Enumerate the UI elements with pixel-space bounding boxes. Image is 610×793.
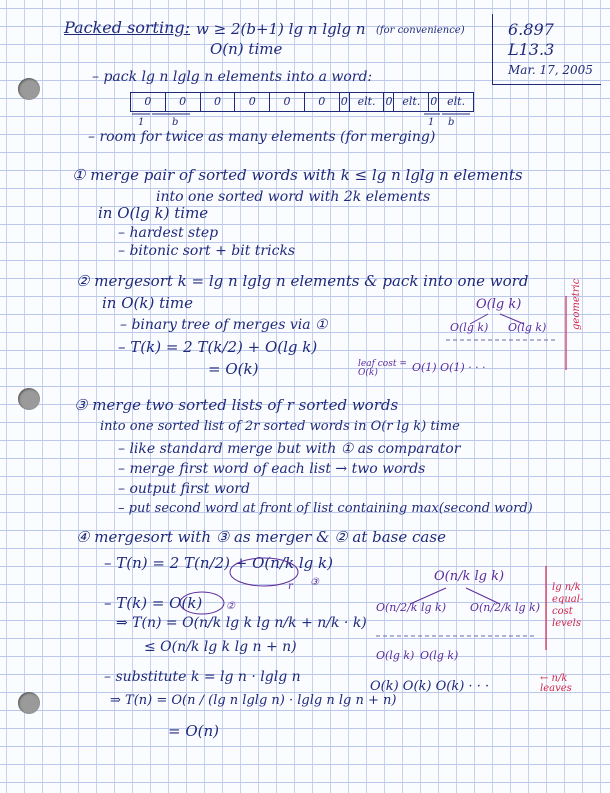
leaves-label: ← n/k leaves — [540, 673, 572, 694]
word-cell: 0 — [270, 93, 305, 111]
step4-implies-2: ≤ O(n/k lg k lg n + n) — [144, 639, 297, 655]
step4-line1: ④ mergesort with ③ as merger & ② at base case — [76, 528, 446, 546]
tree4-edge — [466, 588, 500, 604]
step2-line1: ② mergesort k = lg n lglg n elements & pack into one word — [76, 272, 529, 290]
step4-tree-leaves: O(k) O(k) O(k) · · · — [370, 679, 490, 694]
course-number: 6.897 — [508, 20, 554, 39]
circled-term — [180, 592, 224, 614]
word-cell: 0 — [384, 93, 394, 111]
field-width-1-label: 1 — [138, 117, 145, 128]
step1-line3: in O(lg k) time — [98, 204, 209, 222]
tree2-edge — [470, 314, 488, 324]
step4-implies-1: ⇒ T(n) = O(n/k lg k lg n/k + n/k · k) — [116, 615, 367, 631]
step2-result: = O(k) — [208, 360, 259, 378]
step2-tree-left: O(lg k) — [450, 321, 489, 334]
word-cell: 0 — [340, 93, 350, 111]
field-width-1-label: 1 — [428, 117, 435, 128]
step2-tree-leaves: O(1) O(1) · · · — [412, 361, 486, 374]
step2-bullet-tree: – binary tree of merges via ① — [120, 317, 328, 333]
step4-implies-3: ⇒ T(n) = O(n / (lg n lglg n) · lglg n lg n + n) — [110, 693, 397, 708]
field-width-b-label: b — [448, 117, 455, 128]
step4-tree-lgk-2: O(lg k) — [420, 649, 459, 662]
step4-tree-root: O(n/k lg k) — [434, 569, 505, 584]
step4-tree-left: O(n/2/k lg k) — [376, 601, 446, 614]
assumption-note: (for convenience) — [376, 25, 465, 36]
tree4-edge — [410, 588, 446, 604]
step1-bullet-bitonic: – bitonic sort + bit tricks — [118, 243, 296, 259]
overall-time: O(n) time — [210, 40, 283, 58]
lecture-number: L13.3 — [508, 40, 555, 59]
ref-step2: ② — [226, 601, 235, 612]
r-label: r — [288, 581, 293, 592]
step3-bullet-second-word: – put second word at front of list containing max(second word) — [118, 501, 533, 516]
word-cell: 0 — [305, 93, 340, 111]
step4-final: = O(n) — [168, 722, 219, 740]
geometric-label: geometric — [571, 278, 582, 330]
step3-bullet-comparator: – like standard merge but with ① as comparator — [118, 441, 461, 457]
step1-line1: ① merge pair of sorted words with k ≤ lg n lglg n elements — [72, 166, 523, 184]
step2-line2: in O(k) time — [102, 294, 194, 312]
word-cell: 0 — [201, 93, 236, 111]
circled-term — [230, 558, 298, 586]
lecture-date: Mar. 17, 2005 — [508, 63, 593, 77]
step2-tree-right: O(lg k) — [508, 321, 547, 334]
step4-base-case: – T(k) = O(k) — [104, 594, 203, 612]
word-cell: 0 — [235, 93, 270, 111]
word-cell: 0 — [131, 93, 166, 111]
leaf-cost-note: leaf cost = O(k) — [358, 359, 407, 378]
field-width-b-label: b — [172, 117, 179, 128]
ref-step3: ③ — [310, 577, 319, 588]
step4-recurrence: – T(n) = 2 T(n/2) + O(n/k lg k) — [104, 554, 333, 572]
word-cell: 0 — [429, 93, 439, 111]
word-cell: elt. — [394, 93, 429, 111]
word-cell: elt. — [350, 93, 385, 111]
step2-recurrence: – T(k) = 2 T(k/2) + O(lg k) — [118, 338, 318, 356]
step4-tree-right: O(n/2/k lg k) — [470, 601, 540, 614]
step4-substitute: – substitute k = lg n · lglg n — [104, 669, 301, 685]
step3-bullet-merge-first: – merge first word of each list → two words — [118, 461, 426, 477]
step3-bullet-output: – output first word — [118, 481, 250, 497]
step4-tree-lgk-1: O(lg k) — [376, 649, 415, 662]
tree2-edge — [500, 314, 524, 324]
word-size-assumption: w ≥ 2(b+1) lg n lglg n — [196, 20, 366, 38]
word-cell: elt. — [447, 95, 466, 108]
step3-line2: into one sorted list of 2r sorted words in O(r lg k) time — [100, 419, 460, 434]
page-title: Packed sorting: — [64, 18, 191, 37]
word-cell: 0 — [166, 93, 201, 111]
room-bullet: – room for twice as many elements (for merging) — [88, 129, 436, 145]
pack-bullet: – pack lg n lglg n elements into a word: — [92, 69, 373, 85]
equal-cost-levels-label: lg n/k equal-cost levels — [552, 582, 584, 629]
step2-tree-root: O(lg k) — [476, 297, 522, 312]
step3-line1: ③ merge two sorted lists of r sorted words — [74, 396, 399, 414]
step1-line2: into one sorted word with 2k elements — [156, 189, 431, 205]
step1-bullet-hardest: – hardest step — [118, 225, 219, 241]
